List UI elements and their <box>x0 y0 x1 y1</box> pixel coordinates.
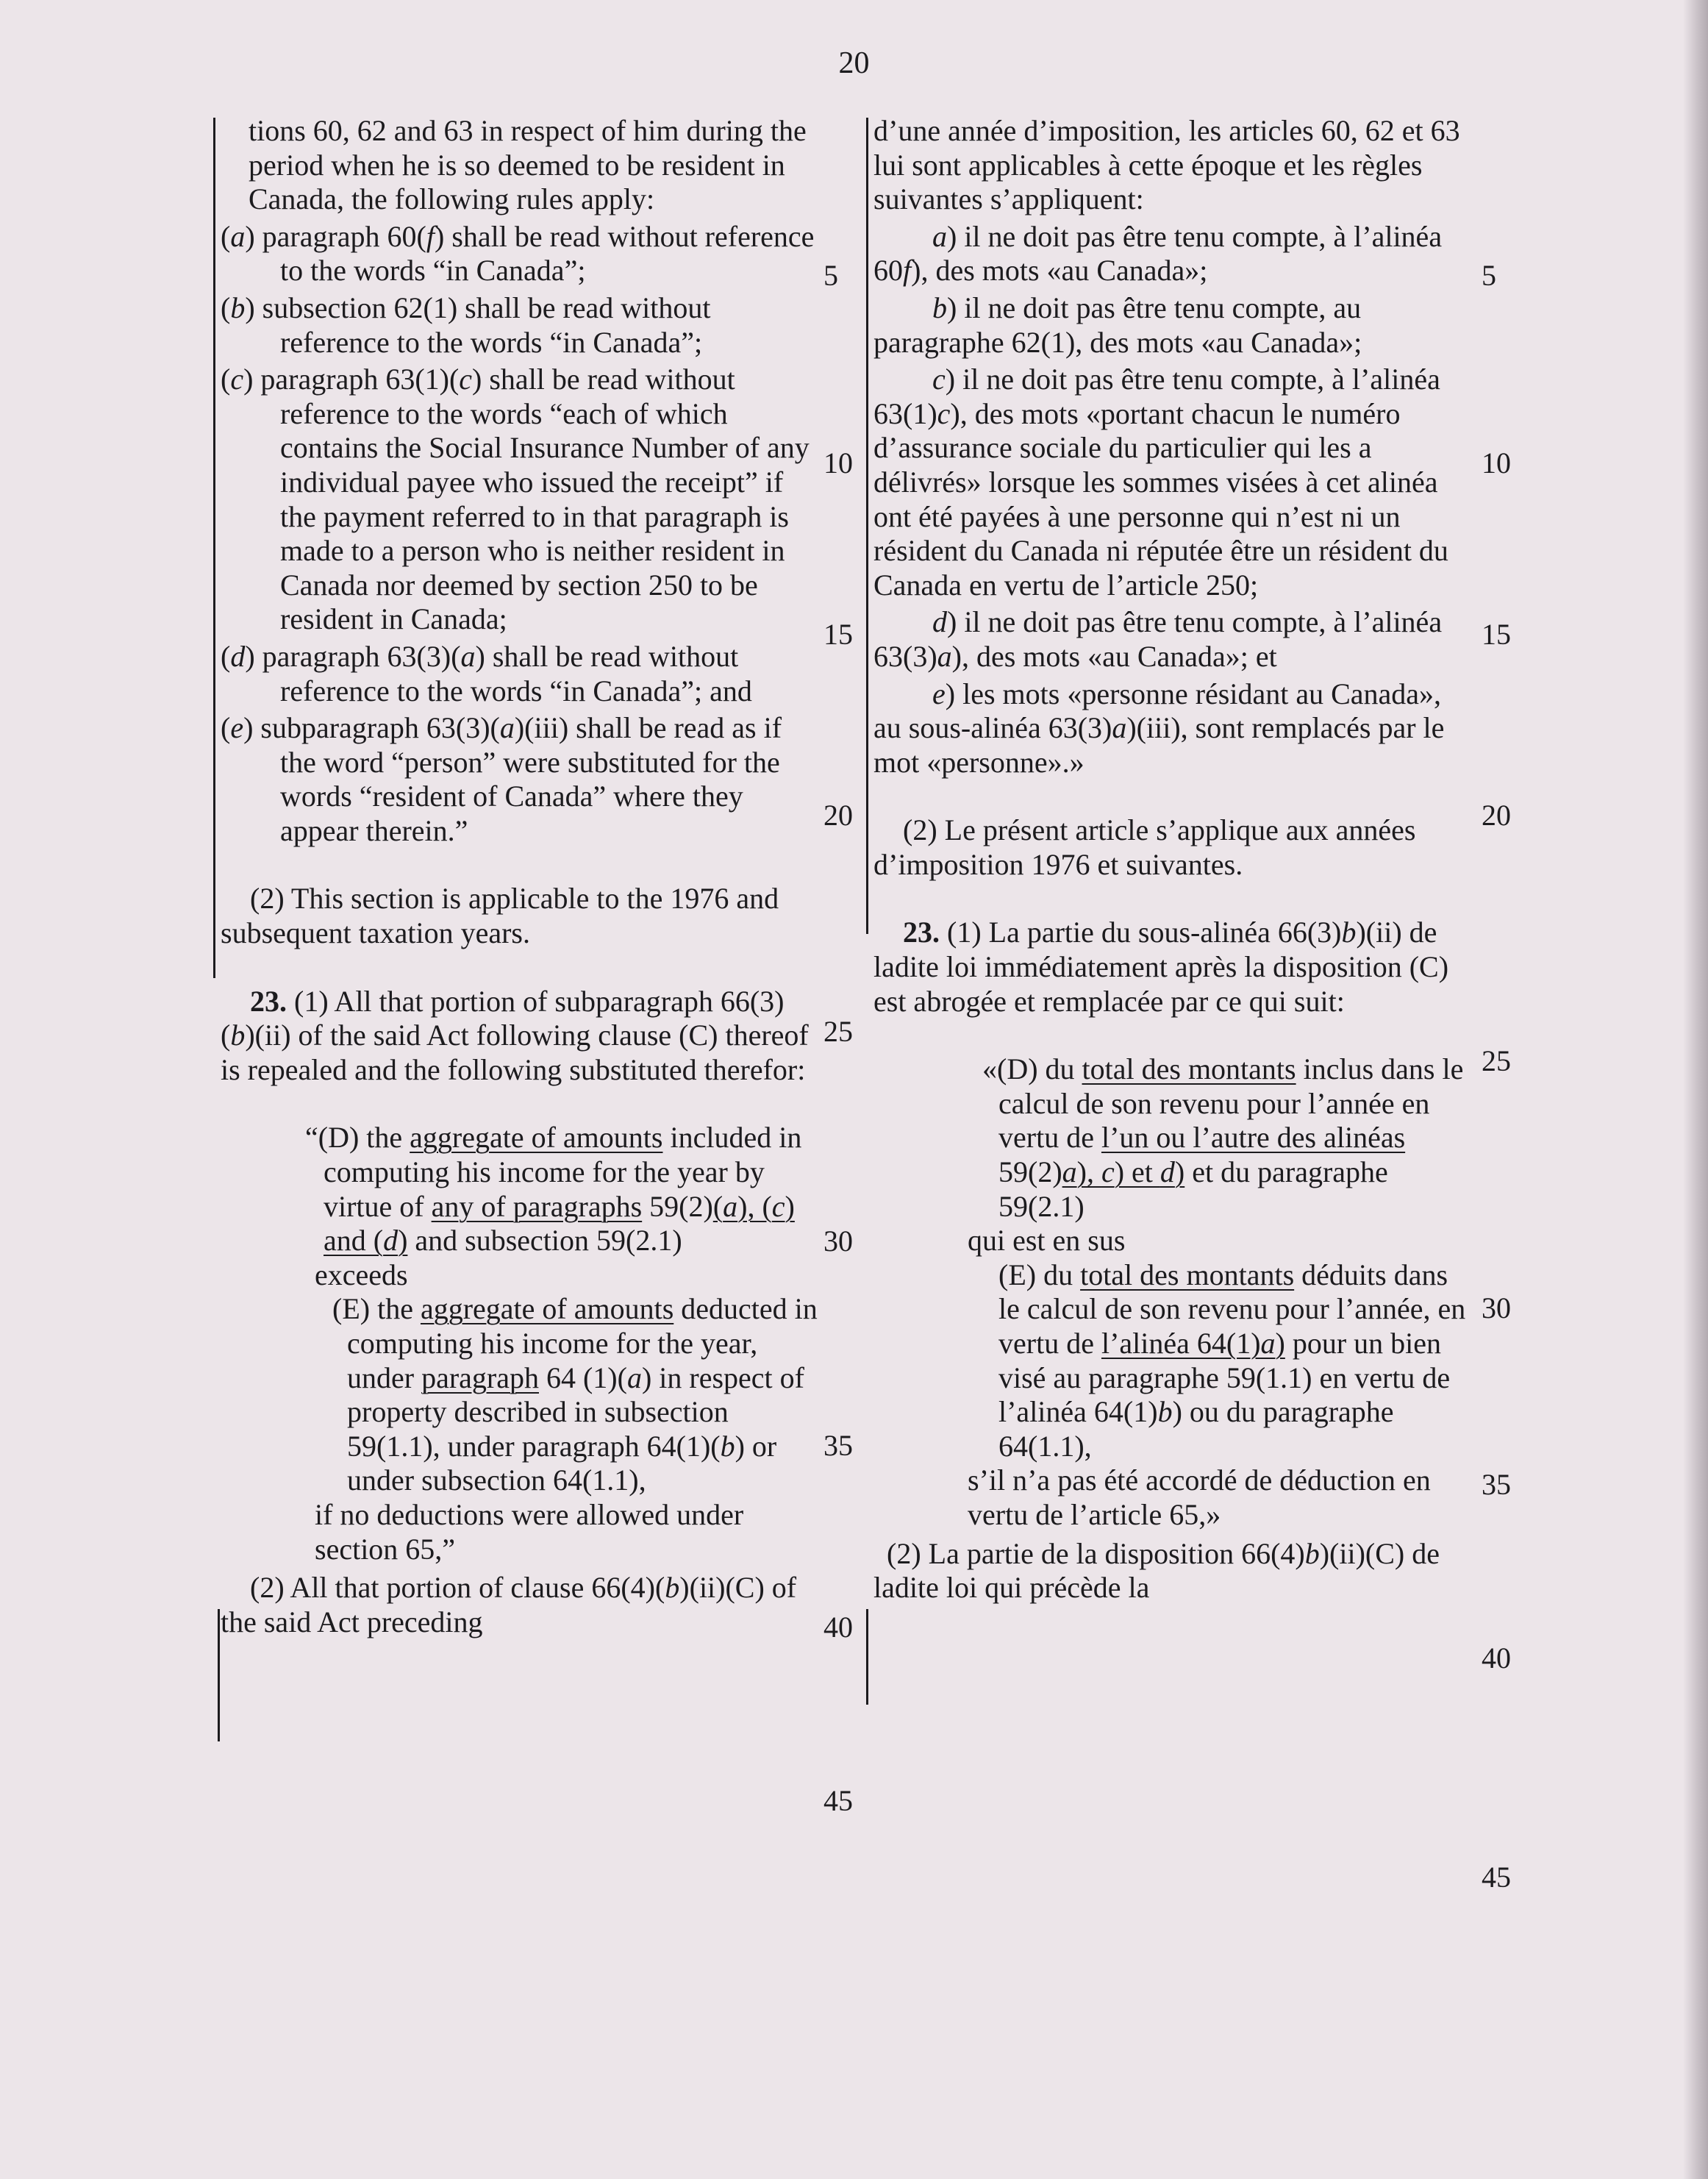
revision-bar-center-lower <box>866 1609 868 1705</box>
french-rule-a: a) il ne doit pas être tenu compte, à l’alinéa 60f), des mots «au Canada»; <box>873 219 1443 288</box>
line-number: 10 <box>1482 446 1511 479</box>
english-rule-a: (a) paragraph 60(f) shall be read without reference to the words “in Canada”; <box>221 219 815 288</box>
page-edge-shadow <box>1683 0 1708 2179</box>
french-rule-b: b) il ne doit pas être tenu compte, au paragraphe 62(1), des mots «au Canada»; <box>873 290 1362 359</box>
english-section-23-2: (2) All that portion of clause 66(4)(b)(ii)(C) of the said Act preceding <box>221 1571 797 1638</box>
english-exceeds: exceeds <box>315 1258 408 1291</box>
line-number: 25 <box>823 1015 853 1048</box>
english-intro: tions 60, 62 and 63 in respect of him during the period when he is so deemed to be resident in Canada, the following rules apply: <box>249 114 807 216</box>
english-section-23-1: 23. (1) All that portion of subparagraph 66(3)(b)(ii) of the said Act following clause (C) thereof is repealed and the following substituted therefor: <box>221 984 809 1086</box>
line-number: 20 <box>1482 799 1511 832</box>
french-rule-c: c) il ne doit pas être tenu compte, à l’alinéa 63(1)c), des mots «portant chacun le numéro d’assurance sociale du particulier qui les a délivrés» lorsque les sommes visées à cet alinéa ont été payées à une personne qui n’est ni un résident du Canada ni réputée être un résident du Canada en vertu de l’article 250; <box>873 363 1448 602</box>
english-rule-b: (b) subsection 62(1) shall be read without reference to the words “in Canada”; <box>221 290 711 359</box>
line-number: 45 <box>823 1784 853 1817</box>
line-number: 15 <box>823 618 853 651</box>
french-exceeds: qui est en sus <box>968 1224 1126 1258</box>
line-number: 25 <box>1482 1044 1511 1077</box>
line-number: 40 <box>1482 1641 1511 1675</box>
revision-bar-left-upper <box>213 118 215 978</box>
french-if-no-deductions: s’il n’a pas été accordé de déduction en vertu de l’article 65,» <box>968 1463 1431 1531</box>
page-number: 20 <box>838 46 870 80</box>
line-number: 30 <box>1482 1291 1511 1324</box>
english-clause-e: (E) the aggregate of amounts deducted in computing his income for the year, under paragraph 64 (1)(a) in respect of property described in subsection 59(1.1), under paragraph 64(1)(b) or under subsection 64(1.1), <box>332 1292 818 1497</box>
english-rule-e: (e) subparagraph 63(3)(a)(iii) shall be read as if the word “person” were substituted for the words “resident of Canada” where they appear therein.” <box>221 711 782 847</box>
line-number: 35 <box>1482 1468 1511 1501</box>
french-rule-d: d) il ne doit pas être tenu compte, à l’alinéa 63(3)a), des mots «au Canada»; et <box>873 605 1443 673</box>
line-number: 20 <box>823 799 853 832</box>
english-column <box>221 114 818 1639</box>
french-section-23-2: (2) La partie de la disposition 66(4)b)(ii)(C) de ladite loi qui précède la <box>873 1536 1440 1605</box>
french-intro: d’une année d’imposition, les articles 60, 62 et 63 lui sont applicables à cette époque et les règles suivantes s’appliquent: <box>873 114 1460 216</box>
english-rule-d: (d) paragraph 63(3)(a) shall be read without reference to the words “in Canada”; and <box>221 639 752 707</box>
french-clause-d: «(D) du total des montants inclus dans le calcul de son revenu pour l’année en vertu de l’un ou l’autre des alinéas 59(2)a), c) et d) et du paragraphe 59(2.1) <box>982 1052 1464 1223</box>
french-column <box>873 114 1469 1605</box>
english-if-no-deductions: if no deductions were allowed under section 65,” <box>315 1497 744 1566</box>
line-number: 40 <box>823 1611 853 1644</box>
revision-bar-left-lower <box>218 1609 220 1741</box>
line-number: 30 <box>823 1224 853 1258</box>
french-section-23-1: 23. (1) La partie du sous-alinéa 66(3)b)(ii) de ladite loi immédiatement après la disposition (C) est abrogée et remplacée par ce qui suit: <box>873 916 1449 1018</box>
line-number: 5 <box>1482 259 1496 292</box>
french-clause-e: (E) du total des montants déduits dans le calcul de son revenu pour l’année, en vertu de l’alinéa 64(1)a) pour un bien visé au paragraphe 59(1.1) en vertu de l’alinéa 64(1)b) ou du paragraphe 64(1.1), <box>998 1258 1466 1463</box>
english-clause-d: “(D) the aggregate of amounts included in computing his income for the year by virtue of any of paragraphs 59(2)(a), (c) and (d) and subsection 59(2.1) <box>305 1121 802 1258</box>
line-number: 45 <box>1482 1861 1511 1894</box>
english-subsection-2: (2) This section is applicable to the 1976 and subsequent taxation years. <box>221 882 779 950</box>
line-number: 5 <box>823 259 838 292</box>
french-subsection-2: (2) Le présent article s’applique aux années d’imposition 1976 et suivantes. <box>873 813 1416 881</box>
french-rule-e: e) les mots «personne résidant au Canada», au sous-alinéa 63(3)a)(iii), sont remplacés par le mot «personne».» <box>873 677 1445 779</box>
english-rule-c: (c) paragraph 63(1)(c) shall be read without reference to the words “each of which contains the Social Insurance Number of any individual payee who issued the receipt” if the payment referred to in that paragraph is made to a person who is neither resident in Canada nor deemed by section 250 to be resident in Canada; <box>221 363 810 636</box>
revision-bar-center-upper <box>866 118 868 934</box>
line-number: 35 <box>823 1429 853 1462</box>
line-number: 10 <box>823 446 853 479</box>
line-number: 15 <box>1482 618 1511 651</box>
